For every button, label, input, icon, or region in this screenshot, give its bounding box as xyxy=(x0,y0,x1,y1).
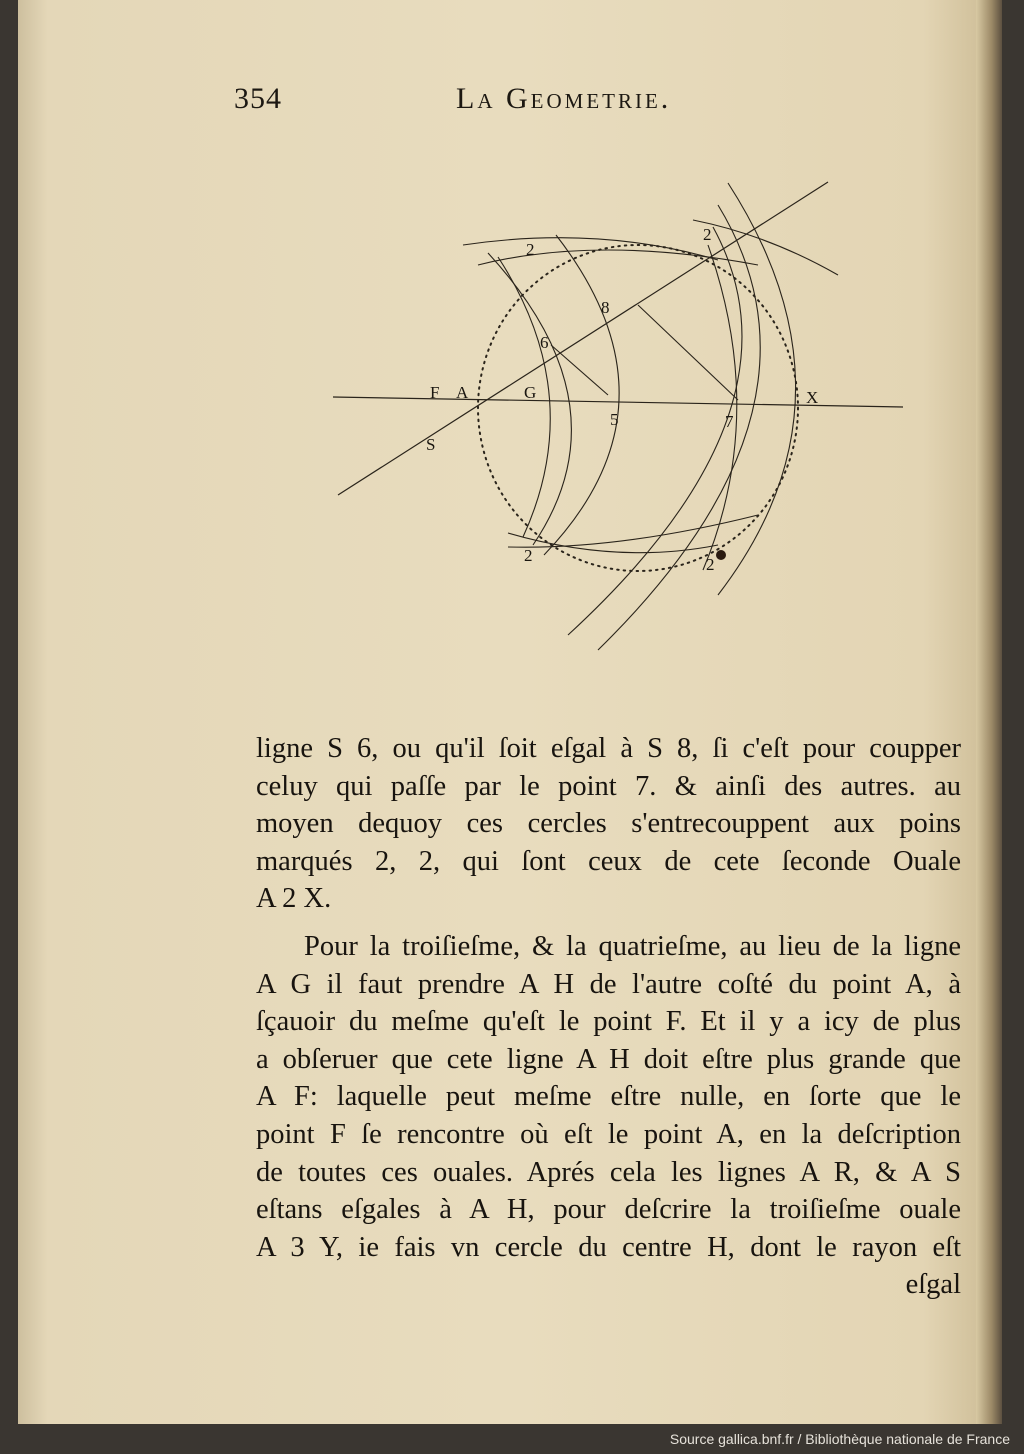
arc-top-2 xyxy=(478,250,758,265)
arc-top-1 xyxy=(463,238,718,260)
arc-5 xyxy=(568,227,742,635)
label-2-top-right: 2 xyxy=(703,225,712,244)
label-X: X xyxy=(806,388,819,407)
label-S: S xyxy=(426,435,436,454)
dotted-oval xyxy=(478,245,798,571)
label-8: 8 xyxy=(601,298,610,317)
label-A: A xyxy=(456,383,469,402)
source-credit: Source gallica.bnf.fr / Bibliothèque nationale de France xyxy=(669,1431,1010,1447)
text-line: A G il faut prendre A H de l'autre coſté du point A, à xyxy=(256,968,961,1000)
segment-6-5 xyxy=(551,345,608,395)
book-spine xyxy=(976,0,1002,1424)
page-number: 354 xyxy=(234,82,282,115)
catchword: eſgal xyxy=(905,1269,961,1301)
page-header xyxy=(18,82,1002,122)
text-line: A 2 X. xyxy=(256,883,332,915)
book-page xyxy=(18,0,1002,1424)
source-footer xyxy=(0,1424,1024,1454)
text-line: ſçauoir du meſme qu'eſt le point F. Et il y a icy de plus xyxy=(256,1006,961,1038)
text-line: celuy qui paſſe par le point 7. & ainſi des autres. au xyxy=(256,770,961,802)
running-title: La Geometrie. xyxy=(456,82,672,115)
text-line: marqués 2, 2, qui ſont ceux de cete ſeconde Ouale xyxy=(256,845,961,877)
label-2-top-left: 2 xyxy=(526,240,535,259)
text-line: eſtans eſgales à A H, pour deſcrire la troiſieſme ouale xyxy=(256,1194,961,1226)
text-line: moyen dequoy ces cercles s'entrecouppent aux poins xyxy=(256,808,961,840)
label-F: F xyxy=(430,383,440,402)
text-line: point F ſe rencontre où eſt le point A, en la deſcription xyxy=(256,1118,961,1150)
label-6: 6 xyxy=(540,333,549,352)
text-line: ligne S 6, ou qu'il ſoit eſgal à S 8, ſi c'eſt pour coupper xyxy=(256,733,961,764)
geometric-figure xyxy=(298,165,908,665)
segment-8-7 xyxy=(638,305,738,400)
label-7: 7 xyxy=(725,412,734,431)
label-5: 5 xyxy=(610,410,619,429)
label-2-bottom-right: 2 xyxy=(706,555,715,574)
label-G: G xyxy=(524,383,537,402)
text-line: de toutes ces ouales. Aprés cela les lignes A R, & A S xyxy=(256,1156,961,1188)
text-line: A F: laquelle peut meſme eſtre nulle, en ſorte que le xyxy=(256,1081,961,1113)
text-line: a obſeruer que cete ligne A H doit eſtre plus grande que xyxy=(256,1043,961,1075)
label-2-bottom-left: 2 xyxy=(524,546,533,565)
text-line: A 3 Y, ie fais vn cercle du centre H, dont le rayon eſt xyxy=(256,1231,961,1263)
point-dot xyxy=(716,550,726,560)
body-text xyxy=(256,730,961,1304)
text-line: Pour la troiſieſme, & la quatrieſme, au lieu de la ligne xyxy=(304,930,961,962)
